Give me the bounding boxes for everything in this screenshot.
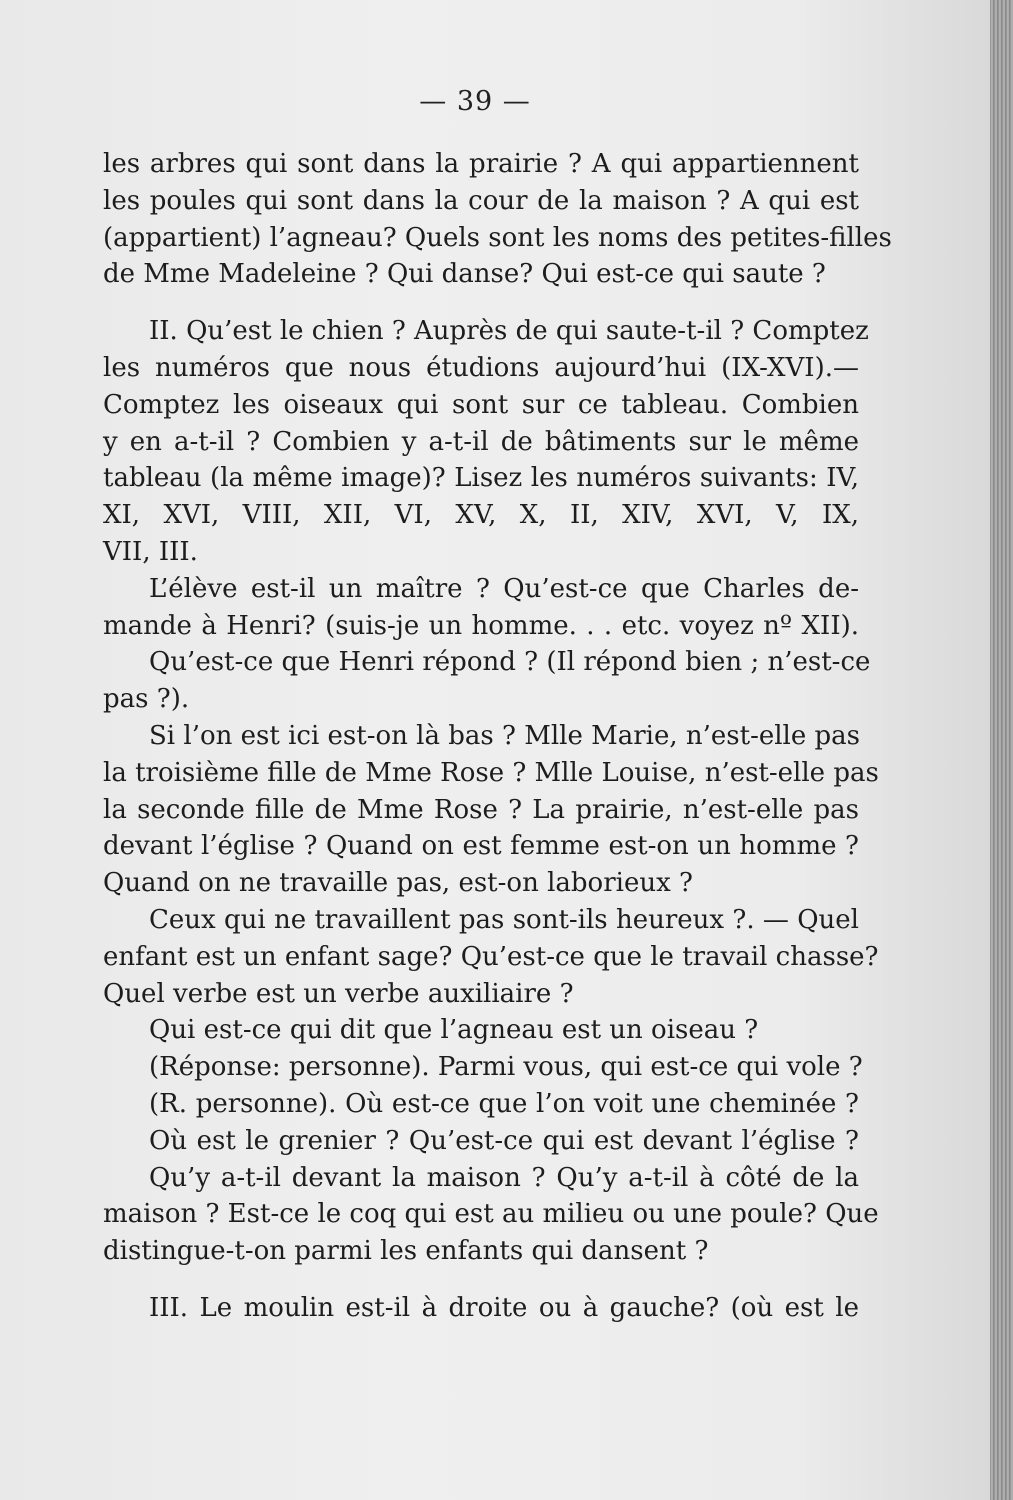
text-line: Quand on ne travaille pas, est-on laborieux ? bbox=[103, 868, 693, 899]
text-line: mande à Henri? (suis-je un homme. . . etc. voyez nº XII). bbox=[103, 610, 859, 641]
text-line: devant l’église ? Quand on est femme est-on un homme ? bbox=[103, 831, 859, 862]
text-line: Qui est-ce qui dit que l’agneau est un oiseau ? bbox=[149, 1015, 759, 1046]
text-line: Où est le grenier ? Qu’est-ce qui est devant l’église ? bbox=[149, 1125, 859, 1156]
text-line: II. Qu’est le chien ? Auprès de qui saute-t-il ? Comptez bbox=[149, 316, 869, 347]
text-line: Comptez les oiseaux qui sont sur ce tableau. Combien bbox=[103, 389, 859, 420]
text-line: (Réponse: personne). Parmi vous, qui est-ce qui vole ? bbox=[149, 1052, 863, 1083]
text-line: Qu’y a-t-il devant la maison ? Qu’y a-t-il à côté de la bbox=[149, 1162, 859, 1193]
text-line: Quel verbe est un verbe auxiliaire ? bbox=[103, 978, 574, 1009]
text-line: Si l’on est ici est-on là bas ? Mlle Marie, n’est-elle pas bbox=[149, 720, 861, 751]
text-line: VII, III. bbox=[103, 536, 198, 567]
text-line: distingue-t-on parmi les enfants qui dansent ? bbox=[103, 1236, 709, 1267]
text-line: la seconde fille de Mme Rose ? La prairie, n’est-elle pas bbox=[103, 794, 859, 825]
text-line: y en a-t-il ? Combien y a-t-il de bâtiments sur le même bbox=[103, 426, 859, 457]
text-line: (R. personne). Où est-ce que l’on voit une cheminée ? bbox=[149, 1088, 859, 1119]
text-line: (appartient) l’agneau? Quels sont les noms des petites-filles bbox=[103, 222, 892, 253]
text-line: tableau (la même image)? Lisez les numéros suivants: IV, bbox=[103, 463, 859, 494]
page-edge bbox=[990, 0, 1013, 1500]
body-text bbox=[103, 146, 892, 1327]
text-line: XI, XVI, VIII, XII, VI, XV, X, II, XIV, XVI, V, IX, bbox=[103, 500, 859, 531]
text-line: la troisième fille de Mme Rose ? Mlle Louise, n’est-elle pas bbox=[103, 757, 879, 788]
page-number: — 39 — bbox=[419, 86, 531, 117]
text-line: les poules qui sont dans la cour de la maison ? A qui est bbox=[103, 185, 859, 216]
text-line: III. Le moulin est-il à droite ou à gauche? (où est le bbox=[149, 1292, 859, 1323]
text-line: Qu’est-ce que Henri répond ? (Il répond bien ; n’est-ce bbox=[149, 647, 871, 678]
text-line: maison ? Est-ce le coq qui est au milieu ou une poule? Que bbox=[103, 1199, 879, 1230]
text-line: L’élève est-il un maître ? Qu’est-ce que Charles de- bbox=[149, 573, 859, 604]
text-line: Ceux qui ne travaillent pas sont-ils heureux ?. — Quel bbox=[149, 904, 859, 935]
text-line: pas ?). bbox=[103, 684, 190, 715]
text-line: de Mme Madeleine ? Qui danse? Qui est-ce qui saute ? bbox=[103, 259, 826, 290]
text-line: les numéros que nous étudions aujourd’hui (IX-XVI).— bbox=[103, 352, 859, 383]
text-line: enfant est un enfant sage? Qu’est-ce que le travail chasse? bbox=[103, 941, 879, 972]
text-line: les arbres qui sont dans la prairie ? A qui appartiennent bbox=[103, 149, 859, 179]
